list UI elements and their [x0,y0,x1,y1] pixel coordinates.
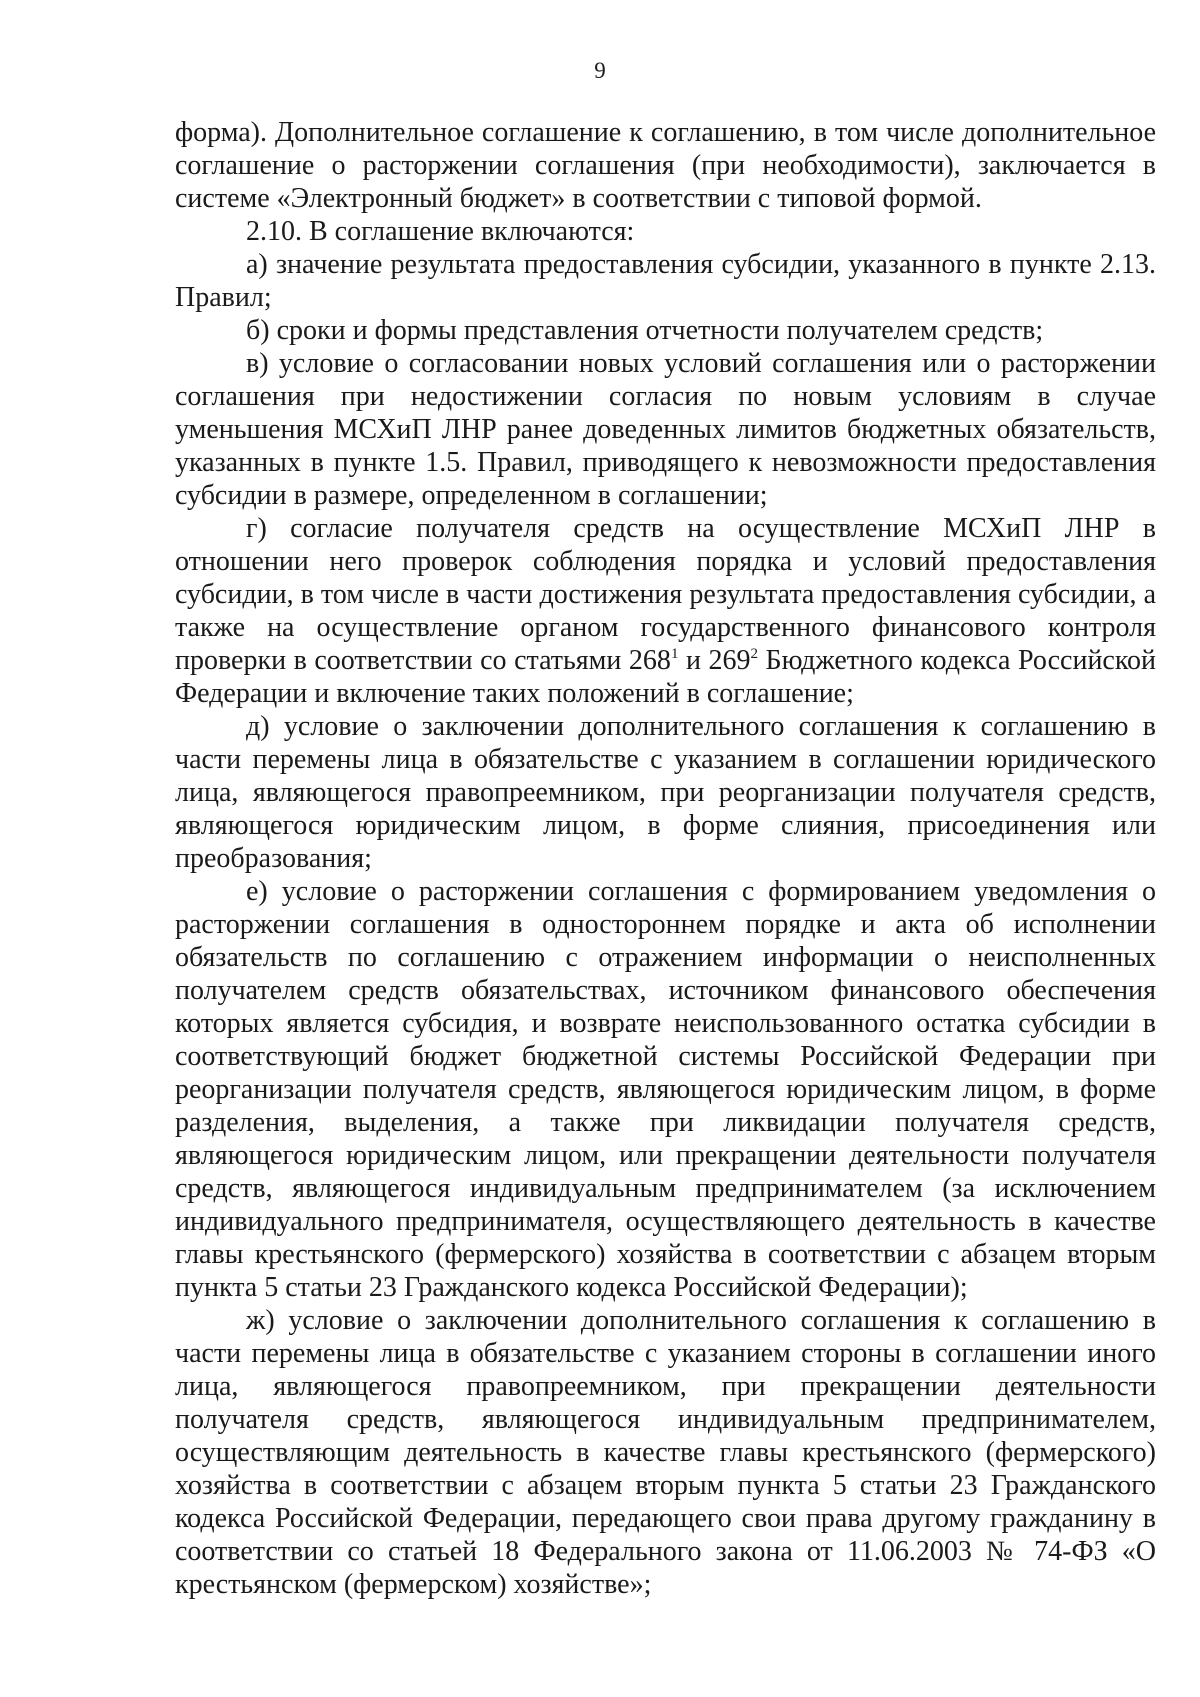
document-body [175,116,1156,1601]
paragraph-continuation: форма). Дополнительное соглашение к соглашению, в том числе дополнительное соглашение о расторжении соглашения (при необходимости), заключается в системе «Электронный бюджет» в соответствии с типовой формой. [175,117,1156,214]
paragraph-item-b: б) сроки и формы представления отчетности получателем средств; [246,315,1044,346]
paragraph-item-v: в) условие о согласовании новых условий соглашения или о расторжении соглашения при недостижении согласия по новым условиям в случае уменьшения МСХиП ЛНР ранее доведенных лимитов бюджетных обязательств, указанных в пункте 1.5. Правил, приводящего к невозможности предоставления субсидии в размере, определенном в соглашении; [175,348,1156,511]
item-g-superscript-1: 1 [670,646,679,662]
item-g-text-3: Бюджетного кодекса Российской Федерации и включение таких положений в соглашение; [175,645,1157,709]
paragraph-item-d: д) условие о заключении дополнительного соглашения к соглашению в части перемены лица в обязательстве с указанием в соглашении юридического лица, являющегося правопреемником, при реорганизации получателя средств, являющегося юридическим лицом, в форме слияния, присоединения или преобразования; [175,711,1156,874]
paragraph-2-10-heading: 2.10. В соглашение включаются: [246,216,635,247]
page-number: 9 [594,58,606,83]
item-g-text-2: и 269 [678,645,751,676]
item-g-text-1: г) согласие получателя средств на осуществление МСХиП ЛНР в отношении него проверок соблюдения порядка и условий предоставления субсидии, в том числе в части достижения результата предоставления субсидии, а также на осуществление органом государственного финансового контроля проверки в соответствии со статьями 268 [175,513,1156,676]
paragraph-item-g [175,512,1156,710]
paragraph-item-e: е) условие о расторжении соглашения с формированием уведомления о расторжении соглашения в одностороннем порядке и акта об исполнении обязательств по соглашению с отражением информации о неисполненных получателем средств обязательствах, источником финансового обеспечения которых является субсидия, и возврате неиспользованного остатка субсидии в соответствующий бюджет бюджетной системы Российской Федерации при реорганизации получателя средств, являющегося юридическим лицом, в форме разделения, выделения, а также при ликвидации получателя средств, являющегося юридическим лицом, или прекращении деятельности получателя средств, являющегося индивидуальным предпринимателем (за исключением индивидуального предпринимателя, осуществляющего деятельность в качестве главы крестьянского (фермерского) хозяйства в соответствии с абзацем вторым пункта 5 статьи 23 Гражданского кодекса Российской Федерации); [175,876,1156,1303]
paragraph-item-a: а) значение результата предоставления субсидии, указанного в пункте 2.13. Правил; [175,249,1156,313]
paragraph-item-zh: ж) условие о заключении дополнительного соглашения к соглашению в части перемены лица в обязательстве с указанием стороны в соглашении иного лица, являющегося правопреемником, при прекращении деятельности получателя средств, являющегося индивидуальным предпринимателем, осуществляющим деятельность в качестве главы крестьянского (фермерского) хозяйства в соответствии с абзацем вторым пункта 5 статьи 23 Гражданского кодекса Российской Федерации, передающего свои права другому гражданину в соответствии со статьей 18 Федерального закона от 11.06.2003 № 74-ФЗ «О крестьянском (фермерском) хозяйстве»; [175,1305,1156,1600]
item-g-superscript-2: 2 [750,646,759,662]
